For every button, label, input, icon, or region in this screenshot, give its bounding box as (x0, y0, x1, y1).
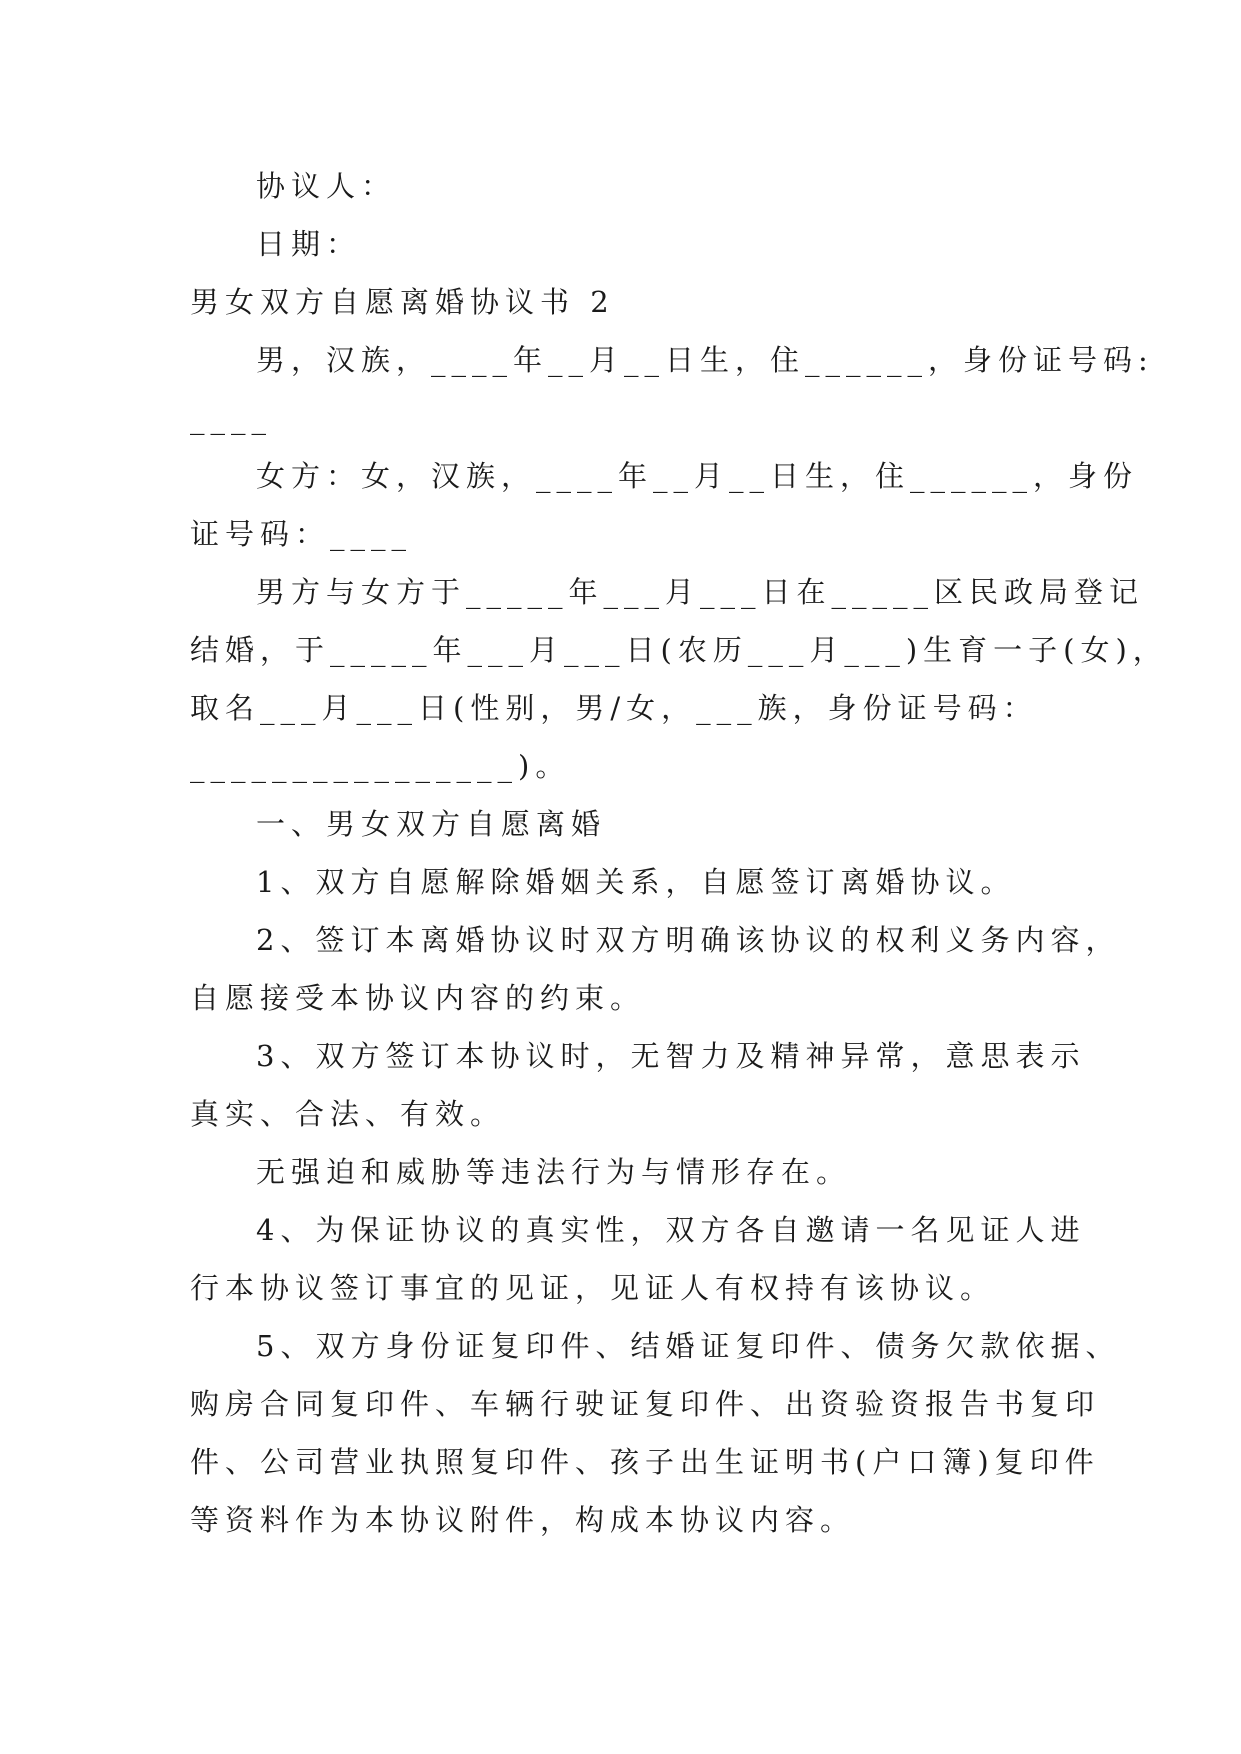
clause-line: 购房合同复印件、车辆行驶证复印件、出资验资报告书复印 (190, 1387, 1101, 1421)
paragraph-line: ____ (190, 401, 272, 435)
clause-line: 3、双方签订本协议时，无智力及精神异常，意思表示 (256, 1039, 1086, 1073)
paragraph-line: 女方：女，汉族，____年__月__日生，住______，身份 (256, 459, 1139, 493)
signatory-label: 协议人： (256, 169, 397, 203)
clause-line: 5、双方身份证复印件、结婚证复印件、债务欠款依据、 (256, 1329, 1121, 1363)
section-heading: 一、男女双方自愿离婚 (256, 807, 607, 841)
clause-line: 真实、合法、有效。 (190, 1097, 506, 1131)
clause-line: 等资料作为本协议附件，构成本协议内容。 (190, 1503, 856, 1537)
clause-line: 无强迫和威胁等违法行为与情形存在。 (256, 1155, 852, 1189)
paragraph-line: 取名___月___日(性别，男/女，___族，身份证号码： (190, 691, 1038, 725)
clause-line: 自愿接受本协议内容的约束。 (190, 981, 646, 1015)
paragraph-line: 证号码：____ (190, 517, 413, 551)
clause-line: 1、双方自愿解除婚姻关系，自愿签订离婚协议。 (256, 865, 1016, 899)
date-label: 日期： (256, 227, 362, 261)
paragraph-line: 男方与女方于_____年___月___日在_____区民政局登记 (256, 575, 1145, 609)
paragraph-line: 结婚，于_____年___月___日(农历___月___)生育一子(女)， (190, 633, 1168, 667)
clause-line: 2、签订本离婚协议时双方明确该协议的权利义务内容， (256, 923, 1121, 957)
clause-line: 行本协议签订事宜的见证，见证人有权持有该协议。 (190, 1271, 996, 1305)
document-title: 男女双方自愿离婚协议书 2 (190, 285, 615, 319)
paragraph-line: 男，汉族，____年__月__日生，住______，身份证号码: (256, 343, 1154, 377)
paragraph-line: ________________)。 (190, 749, 571, 783)
clause-line: 4、为保证协议的真实性，双方各自邀请一名见证人进 (256, 1213, 1086, 1247)
clause-line: 件、公司营业执照复印件、孩子出生证明书(户口簿)复印件 (190, 1445, 1100, 1479)
